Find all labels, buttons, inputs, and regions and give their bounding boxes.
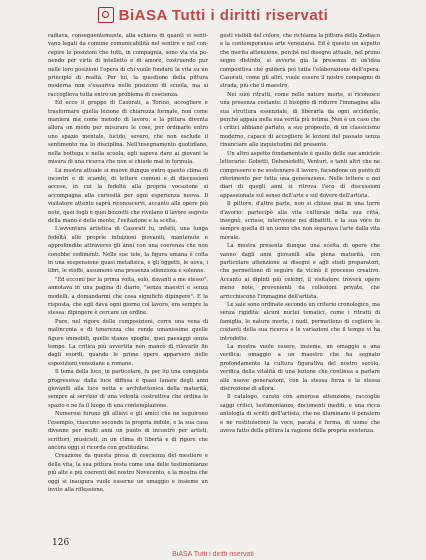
left-column — [48, 32, 208, 532]
paragraph: Creazione da questa presa di coscienza del mestiere e della vita, la sua pittura resta come una delle testimonianze più alte e più coerenti del nostro Novecento, e la mostra che oggi si inaugura vuole esserne un omaggio e insieme un invito alla riflessione. — [48, 453, 208, 493]
paragraph: radiava, conseguentemente, alla schiera di quanti vi senti- vano legati da comune comunicabilità nel sentire e nel con- cepire le posizioni che tutti, in compagnia, sono via via po- nendo per virtù di intelletto e di amore, costruendo pur nelle loro posizioni l'opera di chi vuole fondare la vita su un principio di realtà. Per lui, la questione della pittura moderna non s'esauriva nelle posizioni di scuola, ma si raccoglieva tutta entro un problema di coscienza. — [48, 33, 208, 98]
paragraph: gesti visibili del colore, che richiama la pittura dello Zodiaco e la contemporanea arte veneziana. Ed è questo un aspetto che merita attenzione, perché nel disegno attuale, nel primo segno distinto, si avverte già la presenza di un'idea compositiva che guiderà poi tutta l'elaborazione dell'opera. Casorati, come gli altri, vuole essere il nostro compagno di strada, più che il maestro. — [220, 33, 380, 90]
biasa-logo-icon — [98, 7, 114, 23]
paragraph: Numerosi furono gli allievi e gli amici che ne seguirono l'esempio, ciascuno secondo la propria indole, e la sua casa divenne per molti anni un punto di incontro per artisti, scrittori, musicisti, in un clima di libertà e di rigore che ancora oggi si ricorda con gratitudine. — [48, 411, 208, 451]
watermark-header — [0, 0, 426, 30]
paragraph: La mostra presenta dunque una scelta di opere che vanno dagli anni giovanili alla piena maturità, con particolare attenzione ai disegni e agli studi preparatori, che permettono di seguire da vicino il processo creativo. Accanto ai dipinti più celebri, il visitatore troverà opere meno note, provenienti da collezioni private, che arricchiscono l'immagine dell'artista. — [220, 243, 380, 300]
paragraph: La mostra vuole essere, insieme, un omaggio e una verifica: omaggio a un maestro che ha segnato profondamente la cultura figurativa del nostro secolo, verifica della vitalità di una lezione che continua a parlare alle nuove generazioni, con la stessa forza e la stessa discrezione di allora. — [220, 344, 380, 393]
right-column — [220, 32, 380, 532]
paragraph: Ed ecco il gruppo di Casorati, a Torino, accogliere e trasformare quella lezione di chiarezza formale, non come maniera ma come metodo di lavoro; e la pittura diventa allora un modo per misurare le cose, per ordinarle entro uno spazio mentale, lucido, severo, che non esclude il sentimento ma lo disciplina. Nell'insegnamento quotidiano, nella bottega e nella scuola, egli sapeva dare ai giovani la misura di una ricerca che non si chiude mai in formula. — [48, 100, 208, 166]
page-number: 126 — [52, 538, 70, 548]
text-columns — [48, 32, 380, 532]
watermark-footer — [0, 549, 426, 560]
footer-watermark-text: BiASA Tutti i diritti riservati — [172, 551, 254, 558]
paragraph: La mostra attuale si muove dunque entro questo clima di incontri e di scambi, di letture comuni e di discussioni accese, in cui la fedeltà alla propria vocazione si accompagna alla curiosità per ogni esperienza nuova. Il visitatore attento saprà riconoscervi, accanto alle opere più note, quei fogli e quei bozzetti che rivelano il lavoro segreto della mano e della mente, l'esitazione e la scelta. — [48, 167, 208, 224]
paragraph: Pure, nel rigore delle composizioni, corre una vena di malinconia e di tenerezza che rende umanissime quelle figure immobili, quelle stanze spoglie, quei paesaggi senza tempo. La critica più avvertita non mancò di rilevarlo fin dagli esordi, quando le prime opere apparvero nelle esposizioni veneziane e romane. — [48, 318, 208, 367]
paragraph: Il tema della luce, in particolare, fu per lui una conquista progressiva: dalla luce diffusa e quasi lunare degli anni giovanili alla luce netta e architettonica della maturità, sempre al servizio di una volontà costruttiva che ordina lo spazio e ne fa il luogo di una contemplazione. — [48, 369, 208, 409]
paragraph: Il pittore, d'altra parte, non si chiuse mai in una torre d'avorio: partecipò alla vita culturale della sua città, insegnò, scrisse, intervenne nei dibattiti, e la sua voce fu sempre quella di un uomo che non separava l'arte dalla vita morale. — [220, 201, 380, 241]
paragraph: Nei suoi ritratti, come nelle nature morte, si riconosce una presenza costante: il bisogno di ridurre l'immagine alla sua struttura essenziale, di liberarla da ogni accidente, perché appaia nella sua verità più intima. Non è un caso che i critici abbiano parlato, a suo proposito, di un classicismo moderno, capace di accogliere le lezioni del passato senza rinunciare alle inquietudini del presente. — [220, 91, 380, 149]
paragraph: "Ed eccomi per la prima volta, solo, davanti a me stesso", annotava in una pagina di diario, "senza maestri e senza modelli, a domandarmi che cosa significhi dipingere". E la risposta, che egli dava ogni giorno col lavoro, era sempre la stessa: dipingere è cercare un ordine. — [48, 276, 208, 317]
paragraph: Un altro aspetto fondamentale è quello delle sue amicizie letterarie: Gobetti, Debenedetti, Venturi, e tanti altri che ne compresero e ne sostennero il lavoro, facendone un punto di riferimento per tutta una generazione. Nelle lettere e nei diari di quegli anni si ritrova l'eco di discussioni appassionate sul senso dell'arte e sul dovere dell'artista. — [220, 150, 380, 199]
paragraph: L'avventura artistica di Casorati fu, infatti, una lunga fedeltà alle proprie intuizioni giovanili, mantenute e approfondite attraverso gli anni con una coerenza che non conobbe cedimenti. Nelle sue tele, la figura umana è colta in una sospensione quasi metafisica, e gli oggetti, le uova, i libri, le stoffe, assumono una presenza silenziosa e solenne. — [48, 226, 208, 275]
paragraph: Le sale sono ordinate secondo un criterio cronologico, ma senza rigidità: alcuni nuclei tematici, come i ritratti di famiglia, le nature morte, i nudi, permettono di cogliere le costanti della sua ricerca e le variazioni che il tempo vi ha introdotto. — [220, 302, 380, 342]
watermark-text: BiASA Tutti i diritti riservati — [118, 6, 329, 24]
paragraph: Il catalogo, curato con amorosa attenzione, raccoglie saggi critici, testimonianze, documenti inediti, e una ricca antologia di scritti dell'artista, che ne illuminano il pensiero e ne restituiscono la voce, pacata e ferma, di uomo che aveva fatto della pittura la ragione della propria esistenza. — [220, 394, 380, 435]
